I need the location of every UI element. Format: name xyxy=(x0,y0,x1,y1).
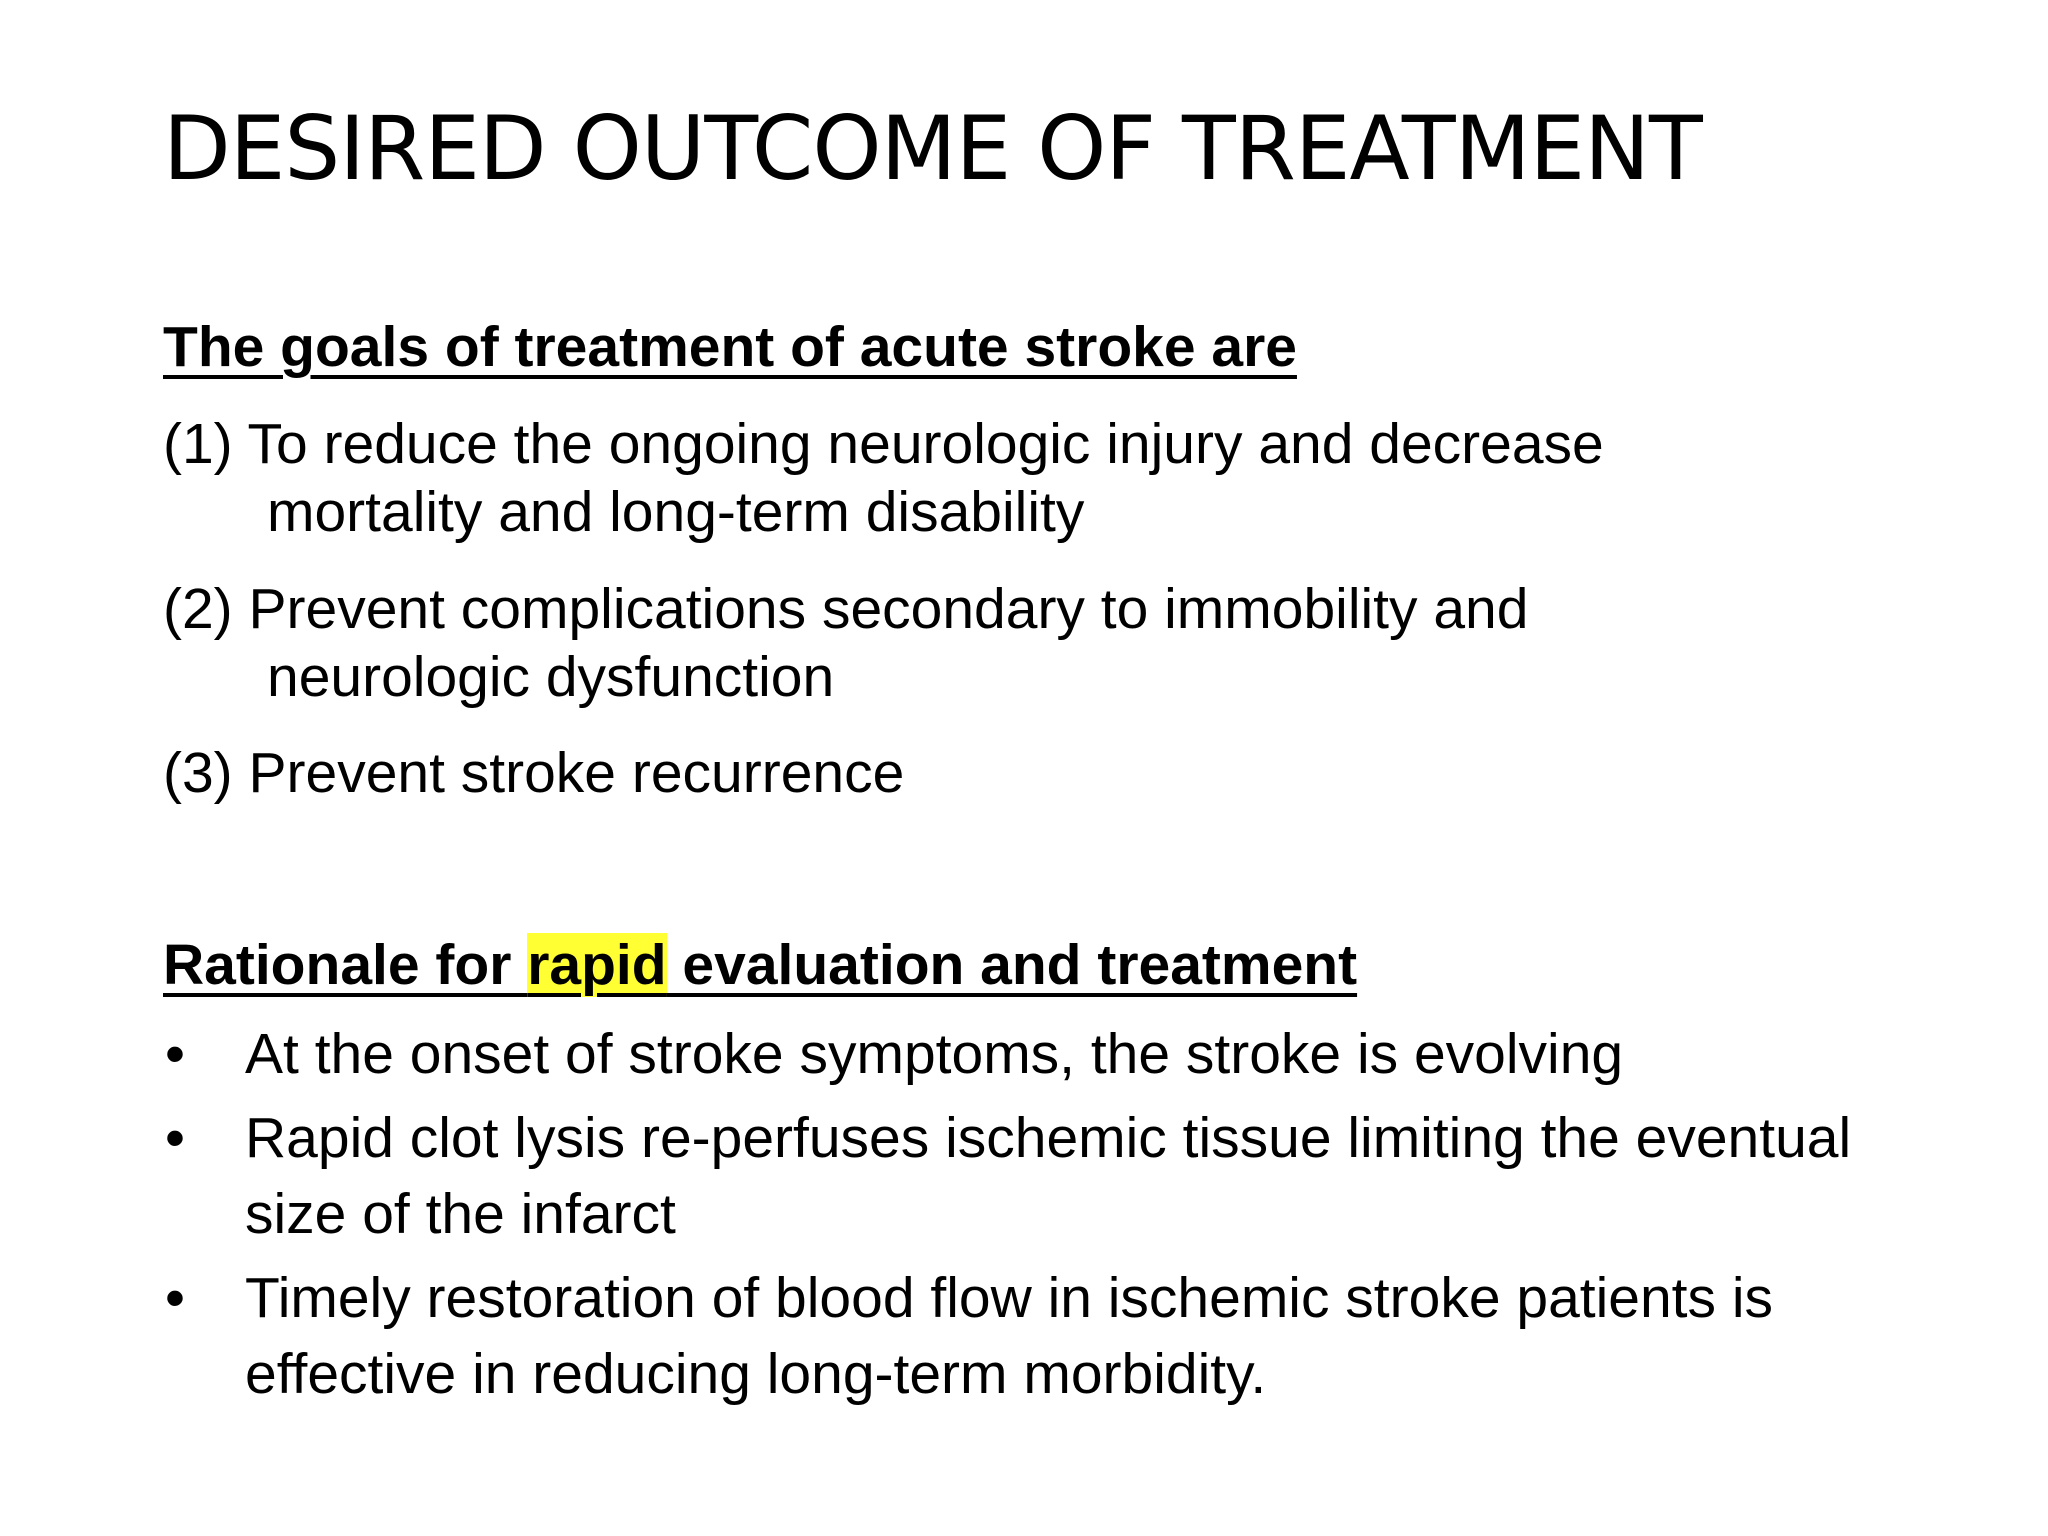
goal-text-line1: Prevent stroke recurrence xyxy=(248,741,905,805)
rationale-heading xyxy=(163,932,1357,998)
goal-item-3 xyxy=(163,739,1923,807)
goals-heading: The goals of treatment of acute stroke are xyxy=(163,315,1297,379)
goal-text-line1: Prevent complications secondary to immobility and xyxy=(248,577,1529,641)
goal-text-line1: To reduce the ongoing neurologic injury and decrease xyxy=(247,412,1604,476)
goal-text-line2: neurologic dysfunction xyxy=(267,645,835,709)
goal-number: (1) xyxy=(163,412,233,476)
bullet-item xyxy=(163,1016,1963,1092)
bullet-text: At the onset of stroke symptoms, the stroke is evolving xyxy=(245,1022,1624,1086)
bullet-dot-icon: • xyxy=(165,1022,185,1086)
rationale-heading-after: evaluation and treatment xyxy=(666,933,1358,997)
goal-number: (2) xyxy=(163,577,233,641)
goal-item-1 xyxy=(163,410,1923,546)
bullet-text: Rapid clot lysis re-perfuses ischemic tissue limiting the eventual size of the infarct xyxy=(245,1106,1852,1246)
bullet-item xyxy=(163,1260,1963,1412)
goal-text-line2: mortality and long-term disability xyxy=(267,480,1085,544)
bullet-dot-icon: • xyxy=(165,1266,185,1330)
goal-number: (3) xyxy=(163,741,233,805)
bullet-item xyxy=(163,1100,1963,1252)
bullet-text: Timely restoration of blood flow in ischemic stroke patients is effective in reducing long-term morbidity. xyxy=(245,1266,1774,1406)
bullet-dot-icon: • xyxy=(165,1106,185,1170)
rationale-heading-before: Rationale for xyxy=(163,933,528,997)
goal-item-2 xyxy=(163,575,1923,711)
rationale-heading-highlight: rapid xyxy=(527,933,667,997)
slide-title: DESIRED OUTCOME OF TREATMENT xyxy=(163,97,1702,200)
